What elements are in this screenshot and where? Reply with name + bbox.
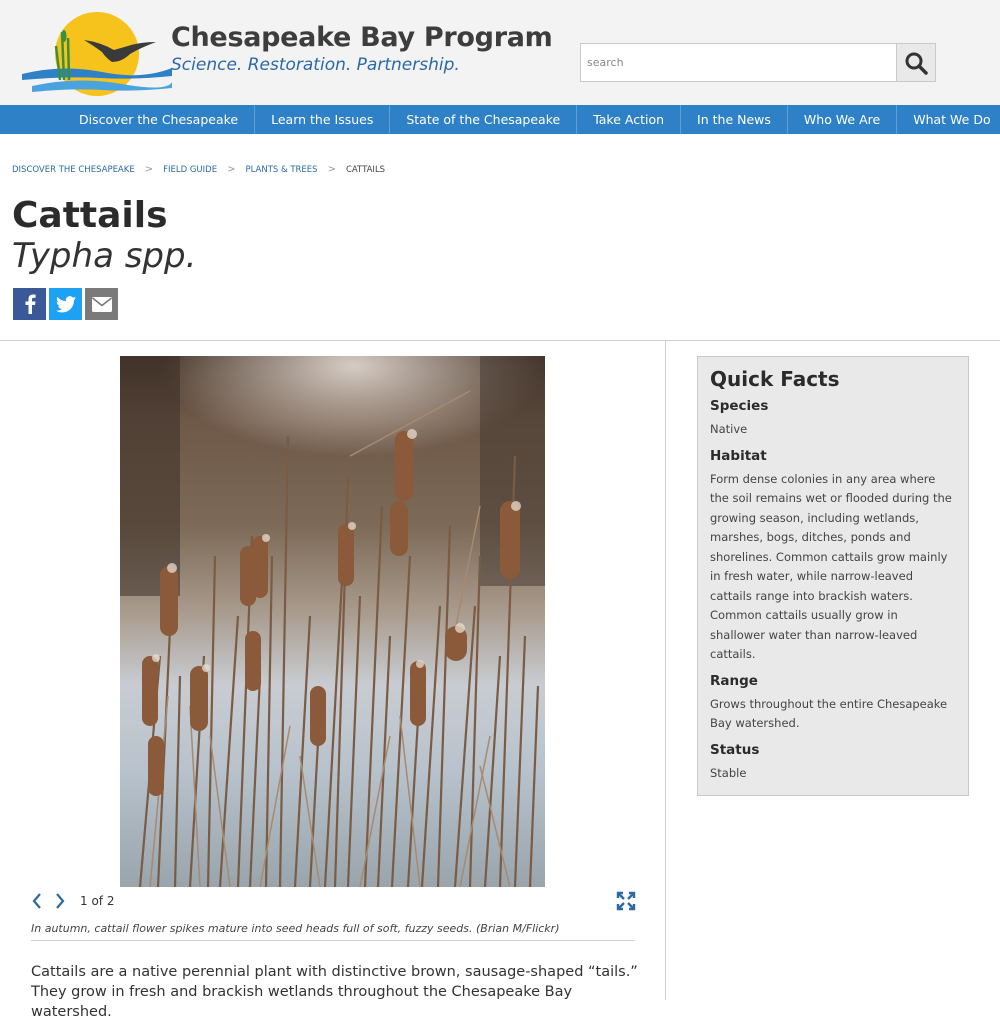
nav-item-take-action[interactable]: Take Action <box>576 105 680 134</box>
search-input[interactable] <box>580 43 897 82</box>
quick-facts-title: Quick Facts <box>710 367 840 391</box>
gallery-controls <box>28 889 638 913</box>
nav-item-state[interactable]: State of the Chesapeake <box>389 105 576 134</box>
facebook-icon <box>22 294 38 314</box>
fact-body-species: Native <box>710 422 748 436</box>
previous-image-button[interactable] <box>28 891 46 911</box>
expand-icon <box>616 891 636 911</box>
share-buttons <box>13 288 118 320</box>
page-subtitle: Typha spp. <box>12 236 197 276</box>
search-icon <box>904 51 928 75</box>
fact-heading-species: Species <box>710 398 769 414</box>
site-title[interactable]: Chesapeake Bay Program <box>171 22 553 53</box>
breadcrumb-separator: > <box>227 164 236 175</box>
nav-item-what-we-do[interactable]: What We Do <box>896 105 1000 134</box>
fact-heading-habitat: Habitat <box>710 447 767 464</box>
breadcrumb <box>12 164 385 175</box>
quick-facts-panel <box>697 356 969 796</box>
facebook-share-button[interactable] <box>13 288 46 320</box>
breadcrumb-link[interactable]: PLANTS & TREES <box>245 164 318 175</box>
site-header <box>0 0 1000 105</box>
fact-body-status: Stable <box>710 765 747 780</box>
breadcrumb-separator: > <box>327 164 336 175</box>
nav-item-discover[interactable]: Discover the Chesapeake <box>79 112 239 127</box>
email-share-button[interactable] <box>85 288 118 320</box>
main-nav <box>0 105 1000 134</box>
page-title: Cattails <box>12 195 168 236</box>
email-icon <box>92 297 112 312</box>
fact-heading-range: Range <box>710 672 758 689</box>
next-image-button[interactable] <box>51 891 69 911</box>
image-caption: In autumn, cattail flower spikes mature into seed heads full of soft, fuzzy seeds. (Brian M/Flickr) <box>31 922 635 941</box>
sidebar-divider <box>665 341 666 1000</box>
breadcrumb-link[interactable]: FIELD GUIDE <box>163 164 218 175</box>
nav-item-news[interactable]: In the News <box>680 105 787 134</box>
breadcrumb-link[interactable]: DISCOVER THE CHESAPEAKE <box>12 164 135 175</box>
fact-body-range: Grows throughout the entire Chesapeake Bay watershed. <box>710 696 948 730</box>
chevron-right-icon <box>55 893 65 909</box>
twitter-share-button[interactable] <box>49 288 82 320</box>
search-button[interactable] <box>896 43 936 82</box>
heron-sun-logo-icon[interactable] <box>22 6 172 98</box>
nav-item-learn-issues[interactable]: Learn the Issues <box>254 105 389 134</box>
image-counter: 1 of 2 <box>80 894 115 908</box>
fact-heading-status: Status <box>710 741 760 758</box>
content-divider <box>0 340 1000 341</box>
chevron-left-icon <box>32 893 42 909</box>
fullscreen-button[interactable] <box>614 889 638 913</box>
fact-body-habitat: Form dense colonies in any area where the soil remains wet or flooded during the growing season, including wetlands, marshes, bogs, ditches, ponds and shorelines. Common cattails grow mainly in fresh water, while narrow-leaved cattails range into brackish waters. Common cattails usually grow in shallower water than narrow-leaved cattails. <box>710 471 952 661</box>
breadcrumb-separator: > <box>144 164 154 175</box>
site-tagline: Science. Restoration. Partnership. <box>171 55 460 75</box>
intro-paragraph: Cattails are a native perennial plant with distinctive brown, sausage-shaped “tails.” They grow in fresh and brackish wetlands throughout the Chesapeake Bay watershed. <box>31 964 638 1020</box>
twitter-icon <box>56 296 76 313</box>
nav-item-who-we-are[interactable]: Who We Are <box>787 105 896 134</box>
breadcrumb-current: CATTAILS <box>345 164 386 175</box>
cattails-photo <box>120 356 545 887</box>
